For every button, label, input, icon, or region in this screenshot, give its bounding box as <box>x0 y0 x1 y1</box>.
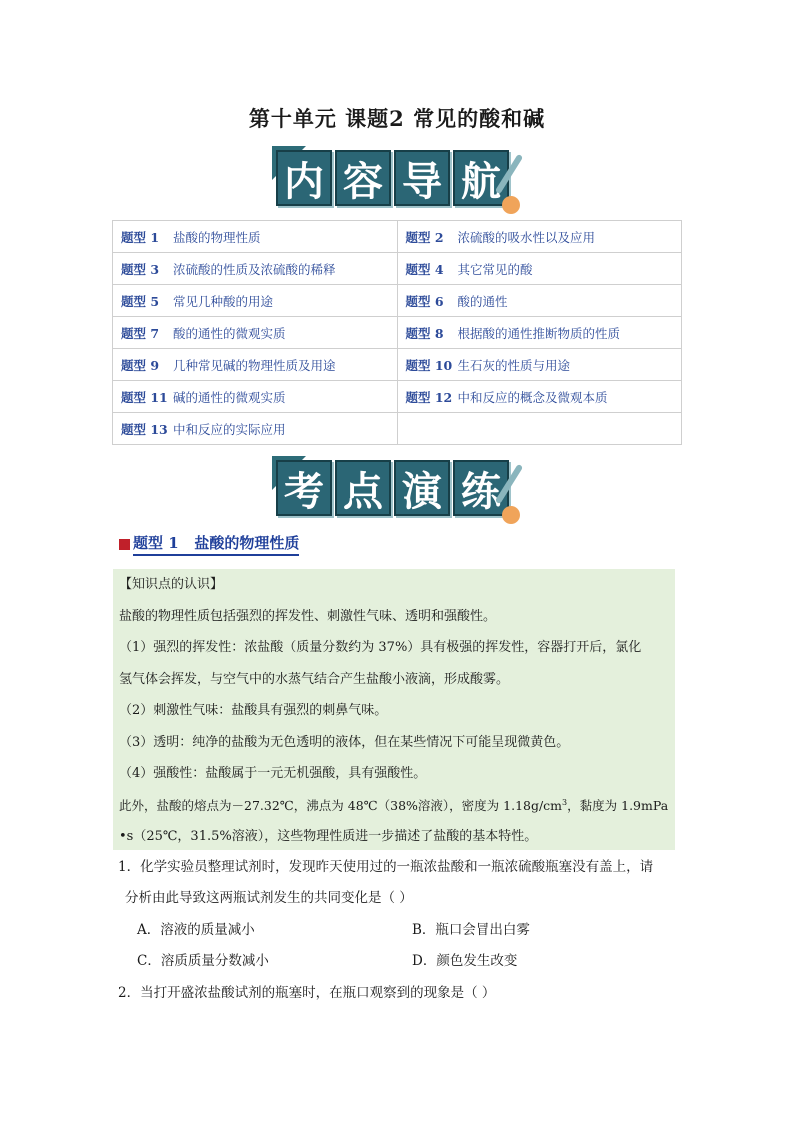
question-1-line-1: 1．化学实验员整理试剂时，发现昨天使用过的一瓶浓盐酸和一瓶浓硫酸瓶塞没有盖上，请 <box>118 859 654 875</box>
banner-char: 演 <box>394 460 450 516</box>
toc-row <box>113 285 682 317</box>
toc-row <box>113 317 682 349</box>
toc-cell[interactable] <box>397 285 682 317</box>
knowledge-para: （2）刺激性气味：盐酸具有强烈的刺鼻气味。 <box>119 703 388 718</box>
knowledge-para: •s（25℃，31.5%溶液），这些物理性质进一步描述了盐酸的基本特性。 <box>119 829 538 844</box>
toc-cell <box>397 413 682 445</box>
banner-content-navigation <box>276 150 518 210</box>
toc-text: 中和反应的概念及微观本质 <box>457 389 608 405</box>
toc-cell[interactable] <box>113 381 398 413</box>
red-square-icon <box>119 539 130 550</box>
toc-text: 几种常见碱的物理性质及用途 <box>173 357 336 373</box>
toc-label: 题型 6 <box>405 293 444 309</box>
toc-cell[interactable] <box>397 317 682 349</box>
document-title: 第十单元 课题2 常见的酸和碱 <box>248 106 546 131</box>
toc-row <box>113 381 682 413</box>
toc-label: 题型 9 <box>121 357 160 373</box>
knowledge-heading: 【知识点的认识】 <box>119 577 224 592</box>
toc-text: 常见几种酸的用途 <box>173 293 274 309</box>
toc-cell[interactable] <box>113 317 398 349</box>
toc-label: 题型 2 <box>405 229 444 245</box>
knowledge-intro: 盐酸的物理性质包括强烈的挥发性、刺激性气味、透明和强酸性。 <box>119 608 497 624</box>
toc-text: 浓硫酸的吸水性以及应用 <box>457 229 596 245</box>
toc-cell[interactable] <box>113 253 398 285</box>
hand-icon <box>502 506 520 524</box>
knowledge-box <box>113 569 675 850</box>
toc-label: 题型 8 <box>405 325 444 341</box>
knowledge-para: （4）强酸性：盐酸属于一元无机强酸，具有强酸性。 <box>119 766 427 781</box>
toc-table <box>112 220 682 445</box>
toc-row <box>113 349 682 381</box>
toc-text: 浓硫酸的性质及浓硫酸的稀释 <box>173 261 336 277</box>
toc-text: 碱的通性的微观实质 <box>173 389 286 405</box>
toc-text: 盐酸的物理性质 <box>173 229 261 245</box>
toc-text: 酸的通性 <box>457 293 508 309</box>
toc-text: 中和反应的实际应用 <box>173 421 286 437</box>
banner-char: 点 <box>335 460 391 516</box>
knowledge-para: （3）透明：纯净的盐酸为无色透明的液体，但在某些情况下可能呈现微黄色。 <box>119 734 570 750</box>
toc-cell[interactable] <box>397 349 682 381</box>
toc-text: 酸的通性的微观实质 <box>173 325 286 341</box>
question-1-option-c[interactable]: C．溶质质量分数减小 <box>137 953 269 969</box>
toc-label: 题型 5 <box>121 293 160 309</box>
toc-text: 根据酸的通性推断物质的性质 <box>457 325 621 341</box>
question-1-option-a[interactable]: A．溶液的质量减小 <box>137 922 255 938</box>
toc-label: 题型 13 <box>121 421 168 437</box>
toc-label: 题型 12 <box>405 389 453 405</box>
section-label: 题型 1 <box>133 534 179 552</box>
banner-char: 导 <box>394 150 450 206</box>
question-1-line-2: 分析由此导致这两瓶试剂发生的共同变化是（ ） <box>125 890 413 906</box>
toc-cell[interactable] <box>113 349 398 381</box>
toc-label: 题型 7 <box>121 325 160 341</box>
banner-char: 容 <box>335 150 391 206</box>
toc-cell[interactable] <box>397 221 682 253</box>
toc-text: 生石灰的性质与用途 <box>457 357 571 373</box>
toc-label: 题型 3 <box>121 261 160 277</box>
toc-row <box>113 221 682 253</box>
toc-label: 题型 4 <box>405 261 444 277</box>
toc-row <box>113 253 682 285</box>
toc-label: 题型 11 <box>121 389 168 405</box>
banner-char: 练 <box>453 460 509 516</box>
question-1-option-d[interactable]: D．颜色发生改变 <box>412 953 518 969</box>
banner-char: 航 <box>453 150 509 206</box>
toc-label: 题型 1 <box>121 229 160 245</box>
banner-char: 考 <box>276 460 332 516</box>
question-1-option-b[interactable]: B．瓶口会冒出白雾 <box>412 922 530 938</box>
toc-text: 其它常见的酸 <box>457 261 533 277</box>
toc-cell[interactable] <box>397 253 682 285</box>
knowledge-para: 氢气体会挥发，与空气中的水蒸气结合产生盐酸小液滴，形成酸雾。 <box>119 671 510 687</box>
toc-cell[interactable] <box>113 221 398 253</box>
toc-row <box>113 413 682 445</box>
question-2-line-1: 2．当打开盛浓盐酸试剂的瓶塞时，在瓶口观察到的现象是（ ） <box>118 985 496 1001</box>
section-text: 盐酸的物理性质 <box>194 534 300 552</box>
banner-practice <box>276 460 518 520</box>
toc-cell[interactable] <box>397 381 682 413</box>
section-heading <box>119 532 299 556</box>
knowledge-para: （1）强烈的挥发性：浓盐酸（质量分数约为 37%）具有极强的挥发性，容器打开后，氯化 <box>119 640 642 655</box>
toc-label: 题型 10 <box>405 357 453 373</box>
banner-char: 内 <box>276 150 332 206</box>
toc-cell[interactable] <box>113 413 398 445</box>
hand-icon <box>502 196 520 214</box>
toc-cell[interactable] <box>113 285 398 317</box>
knowledge-para: 此外，盐酸的熔点为－27.32℃，沸点为 48℃（38%溶液），密度为 $1.18g/cm^3$，黏度为 1.9mPa <box>119 797 669 813</box>
